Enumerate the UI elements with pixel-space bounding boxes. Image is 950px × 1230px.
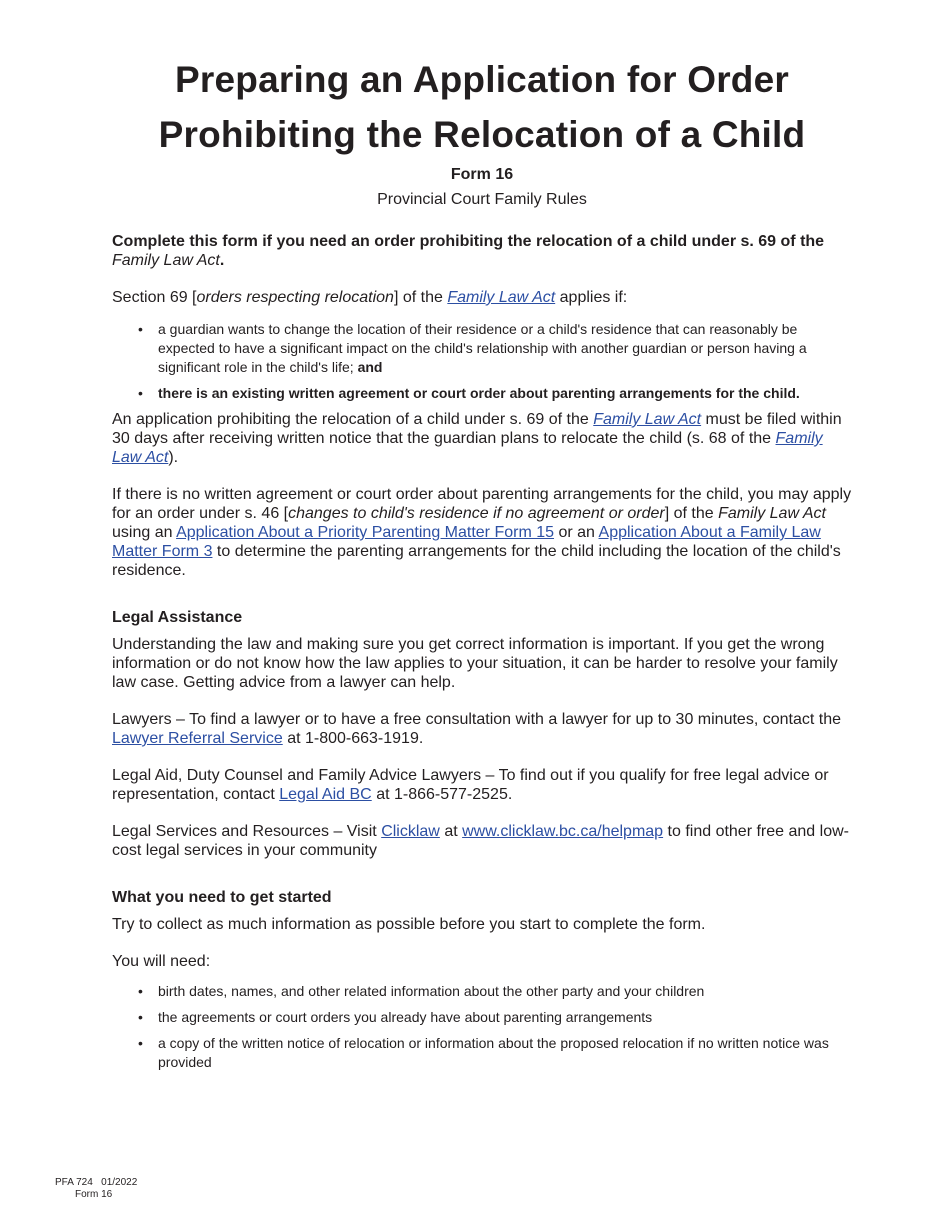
page-footer [55,1177,137,1201]
page-title [72,52,892,162]
section-69-paragraph: Section 69 [orders respecting relocation] of the Family Law Act applies if: [112,289,628,306]
footer-form-code: PFA 724 01/2022 [55,1177,138,1188]
list-item: • the agreements or court orders you already have about parenting arrangements [112,1008,852,1027]
legal-assistance-heading: Legal Assistance [112,609,243,626]
get-started-heading: What you need to get started [112,889,332,906]
no-agreement-paragraph: If there is no written agreement or court order about parenting arrangements for the child, you may apply for an order under s. 46 [changes to child's residence if no agreement or order] of the Family Law Act using an Application About a Priority Parenting Matter Form 15 or an Application About a Family Law Matter Form 3 to determine the parenting arrangements for the child including the location of the child's residence. [112,486,852,579]
family-law-act-link[interactable]: Family Law Act [447,289,556,306]
family-law-act-link[interactable]: Family Law Act [112,430,823,466]
helpmap-link[interactable]: www.clicklaw.bc.ca/helpmap [462,823,664,840]
title-line-1: Preparing an Application for Order [175,59,789,100]
legal-services-paragraph: Legal Services and Resources – Visit Clicklaw at www.clicklaw.bc.ca/helpmap to find other free and low-cost legal services in your community [112,823,849,859]
clicklaw-link[interactable]: Clicklaw [381,823,440,840]
relocation-conditions-list [112,320,852,403]
legal-aid-paragraph: Legal Aid, Duty Counsel and Family Advice Lawyers – To find out if you qualify for free legal advice or representation, contact Legal Aid BC at 1-866-577-2525. [112,767,829,803]
form-15-link[interactable]: Application About a Priority Parenting Matter Form 15 [176,524,555,541]
form-3-link[interactable]: Application About a Family Law Matter Form 3 [112,524,821,560]
lawyers-paragraph: Lawyers – To find a lawyer or to have a free consultation with a lawyer for up to 30 minutes, contact the Lawyer Referral Service at 1-800-663-1919. [112,711,841,747]
footer-form-number: Form 16 [75,1189,113,1200]
list-item: • a guardian wants to change the location of their residence or a child's residence that can reasonably be expected to have a significant impact on the child's relationship with another guardian or person having a significant role in the child's life; and [112,320,852,377]
lawyer-referral-link[interactable]: Lawyer Referral Service [112,730,283,747]
list-item: • a copy of the written notice of relocation or information about the proposed relocation if no written notice was provided [112,1034,852,1072]
legal-intro-paragraph: Understanding the law and making sure you get correct information is important. If you get the wrong information or do not know how the law applies to your situation, it can be harder to resolve your family law case. Getting advice from a lawyer can help. [112,636,838,691]
you-will-need-paragraph: You will need: [112,953,211,970]
rules-subtitle: Provincial Court Family Rules [377,191,587,208]
filing-deadline-paragraph: An application prohibiting the relocation of a child under s. 69 of the Family Law Act must be filed within 30 days after receiving written notice that the guardian plans to relocate the child (s. 68 of the Family Law Act). [112,411,842,466]
list-item: • there is an existing written agreement or court order about parenting arrangements for the child. [112,384,852,403]
intro-paragraph: Complete this form if you need an order prohibiting the relocation of a child under s. 69 of the Family Law Act. [112,233,825,269]
document-page [112,52,852,1072]
collect-info-paragraph: Try to collect as much information as possible before you start to complete the form. [112,916,706,933]
family-law-act-link[interactable]: Family Law Act [593,411,702,428]
title-line-2: Prohibiting the Relocation of a Child [158,114,806,155]
form-number: Form 16 [450,166,514,183]
legal-aid-bc-link[interactable]: Legal Aid BC [279,786,372,803]
list-item: • birth dates, names, and other related information about the other party and your children [112,982,852,1001]
requirements-list [112,982,852,1072]
